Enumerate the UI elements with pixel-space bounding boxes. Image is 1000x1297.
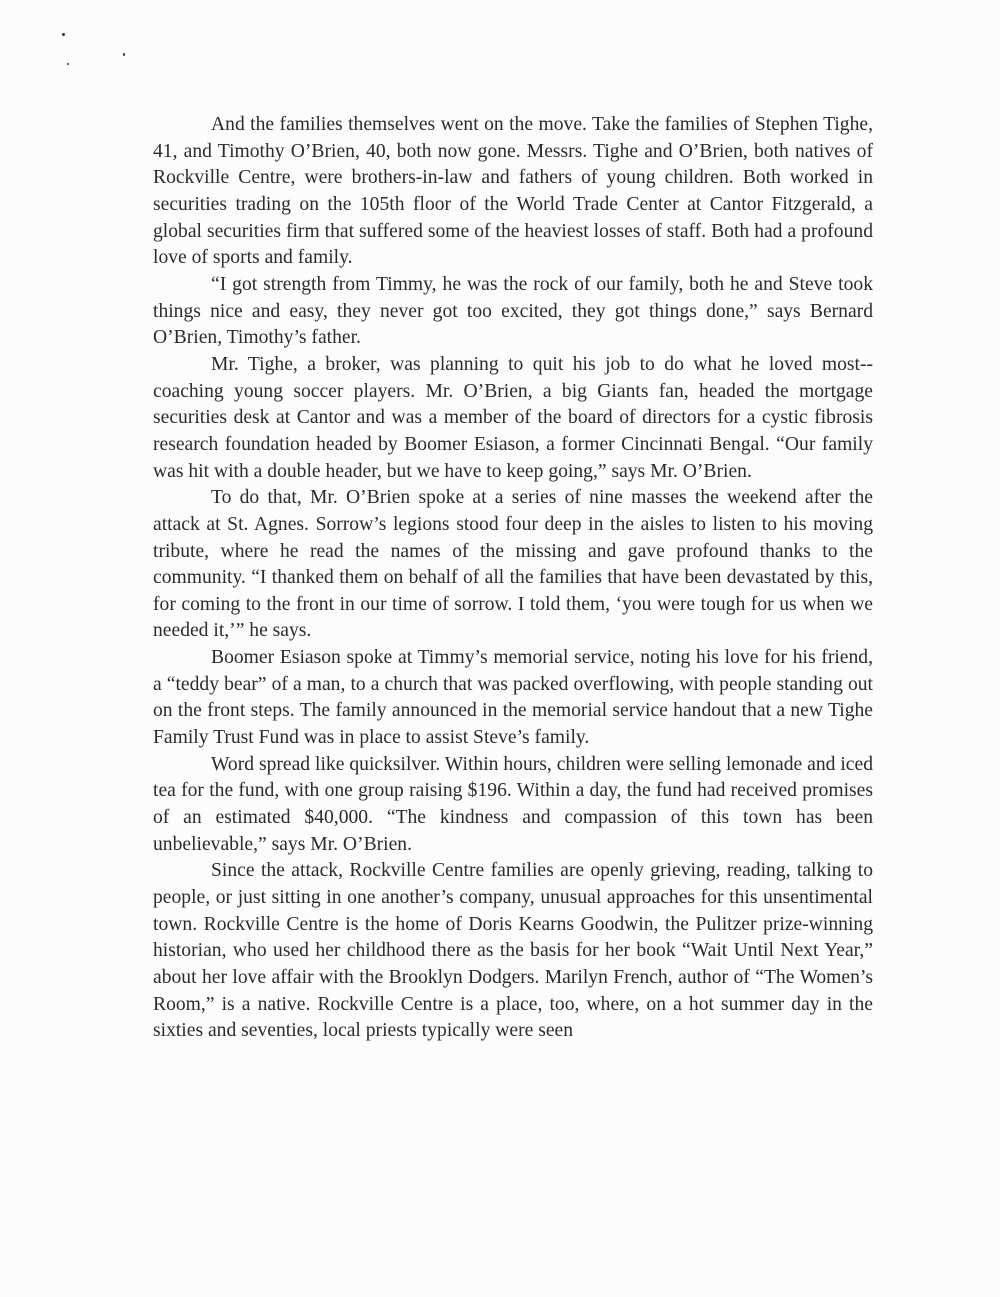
- paragraph-5: Boomer Esiason spoke at Timmy’s memorial service, noting his love for his friend, a “teddy bear” of a man, to a church that was packed overflowing, with people standing out on the front steps. The family announced in the memorial service handout that a new Tighe Family Trust Fund was in place to assist Steve’s family.: [153, 647, 873, 749]
- scan-speck: [62, 33, 65, 36]
- paragraph-7: Since the attack, Rockville Centre families are openly grieving, reading, talking to people, or just sitting in one another’s company, unusual approaches for this unsentimental town. Rockville Centre is the home of Doris Kearns Goodwin, the Pulitzer prize-winning historian, who used her childhood there as the basis for her book “Wait Until Next Year,” about her love affair with the Brooklyn Dodgers. Marilyn French, author of “The Women’s Room,” is a native. Rockville Centre is a place, too, where, on a hot summer day in the sixties and seventies, local priests typically were seen: [153, 860, 873, 1042]
- paragraph-1: And the families themselves went on the move. Take the families of Stephen Tighe, 41, and Timothy O’Brien, 40, both now gone. Messrs. Tighe and O’Brien, both natives of Rockville Centre, were brothers-in-law and fathers of young children. Both worked in securities trading on the 105th floor of the World Trade Center at Cantor Fitzgerald, a global securities firm that suffered some of the heaviest losses of staff. Both had a profound love of sports and family.: [153, 114, 873, 269]
- paragraph-3: Mr. Tighe, a broker, was planning to quit his job to do what he loved most--coaching young soccer players. Mr. O’Brien, a big Giants fan, headed the mortgage securities desk at Cantor and was a member of the board of directors for a cystic fibrosis research foundation headed by Boomer Esiason, a former Cincinnati Bengal. “Our family was hit with a double header, but we have to keep going,” says Mr. O’Brien.: [153, 353, 873, 482]
- paragraph-6: Word spread like quicksilver. Within hours, children were selling lemonade and iced tea for the fund, with one group raising $196. Within a day, the fund had received promises of an estimated $40,000. “The kindness and compassion of this town has been unbelievable,” says Mr. O’Brien.: [153, 753, 873, 855]
- paragraph-2: “I got strength from Timmy, he was the rock of our family, both he and Steve took things nice and easy, they never got too excited, they got things done,” says Bernard O’Brien, Timothy’s father.: [153, 273, 873, 349]
- scan-speck: [67, 63, 69, 65]
- scan-speck: [123, 53, 125, 56]
- paragraph-4: To do that, Mr. O’Brien spoke at a series of nine masses the weekend after the attack at St. Agnes. Sorrow’s legions stood four deep in the aisles to listen to his moving tribute, where he read the names of the missing and gave profound thanks to the community. “I thanked them on behalf of all the families that have been devastated by this, for coming to the front in our time of sorrow. I told them, ‘you were tough for us when we needed it,’” he says.: [153, 487, 873, 642]
- article-body: [153, 112, 873, 1045]
